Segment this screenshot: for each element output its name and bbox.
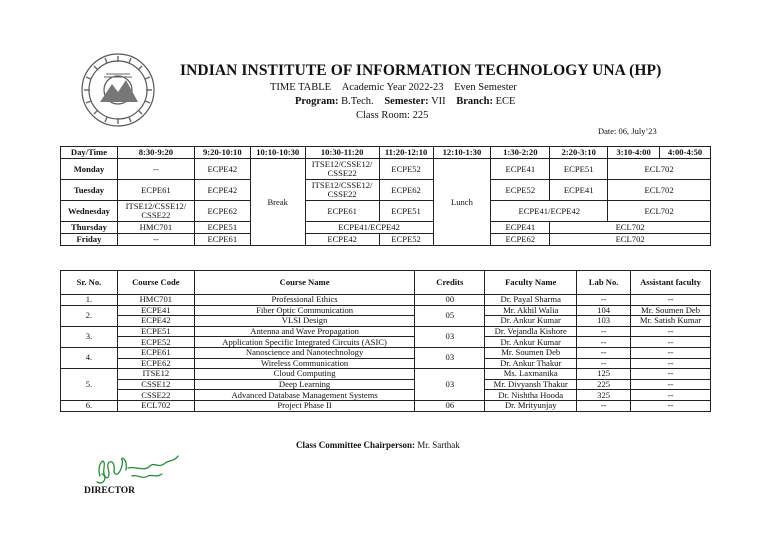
credits: 06 (415, 400, 485, 411)
course-code: CSSE12 (117, 379, 194, 390)
header-slot: 8:30-9:20 (117, 147, 194, 159)
course-code: ECPE61 (117, 347, 194, 358)
course-name: Professional Ethics (194, 295, 415, 306)
class-cell: ECPE62 (491, 234, 550, 246)
credits: 05 (415, 305, 485, 326)
credits: 03 (415, 326, 485, 347)
class-cell: ECPE51 (550, 159, 608, 180)
class-cell: ECL702 (608, 201, 711, 222)
lab-no: 325 (577, 390, 631, 401)
header-slot: 2:20-3:10 (550, 147, 608, 159)
sr-no: 1. (61, 295, 118, 306)
lab-no: -- (577, 347, 631, 358)
header-credits: Credits (415, 271, 485, 295)
day-tuesday: Tuesday (61, 180, 118, 201)
lab-no: 104 (577, 305, 631, 316)
doc-type: TIME TABLE (270, 82, 332, 93)
sr-no: 5. (61, 369, 118, 401)
class-cell: ECPE41/ECPE42 (491, 201, 608, 222)
chair-label: Class Committee Chairperson: (296, 440, 415, 450)
header-sr-no: Sr. No. (61, 271, 118, 295)
course-name: VLSI Design (194, 316, 415, 327)
course-table (60, 270, 711, 412)
course-code: ECPE52 (117, 337, 194, 348)
day-thursday: Thursday (61, 222, 118, 234)
class-cell: ITSE12/CSSE12/ CSSE22 (305, 159, 379, 180)
header-assistant-faculty: Assistant faculty (631, 271, 711, 295)
course-code: ECPE42 (117, 316, 194, 327)
assistant-faculty: -- (631, 295, 711, 306)
branch-label: Branch: (456, 96, 494, 107)
course-name: Advanced Database Management Systems (194, 390, 415, 401)
assistant-faculty: -- (631, 337, 711, 348)
class-cell: ITSE12/CSSE12/ CSSE22 (305, 180, 379, 201)
course-code: ECL702 (117, 400, 194, 411)
class-cell: ECPE41 (491, 222, 550, 234)
program-line (295, 96, 515, 107)
course-name: Antenna and Wave Propagation (194, 326, 415, 337)
header-slot: 1:30-2:20 (491, 147, 550, 159)
class-cell: ECPE52 (379, 234, 433, 246)
class-cell: -- (117, 159, 194, 180)
credits: 03 (415, 369, 485, 401)
assistant-faculty: -- (631, 390, 711, 401)
assistant-faculty: Mr. Satish Kumar (631, 316, 711, 327)
faculty-name: Dr. Ankur Kumar (485, 337, 577, 348)
semester-value: VII (431, 96, 446, 107)
chair-name: Mr. Sarthak (417, 440, 460, 450)
class-cell: ECPE52 (491, 180, 550, 201)
sr-no: 6. (61, 400, 118, 411)
faculty-name: Dr. Nishtha Hooda (485, 390, 577, 401)
class-cell: ECPE42 (194, 159, 250, 180)
class-cell: ECPE62 (379, 180, 433, 201)
class-cell: ECPE52 (379, 159, 433, 180)
document-date: Date: 06, July’23 (598, 126, 657, 136)
class-committee-chairperson (296, 440, 460, 450)
program-value: B.Tech. (341, 96, 374, 107)
class-cell: ECPE41/ECPE42 (305, 222, 433, 234)
header-slot: 4:00-4:50 (660, 147, 711, 159)
lab-no: -- (577, 400, 631, 411)
class-cell: ECPE41 (550, 180, 608, 201)
lab-no: -- (577, 326, 631, 337)
header-slot: 11:20-12:10 (379, 147, 433, 159)
faculty-name: Mr. Divyansh Thakur (485, 379, 577, 390)
faculty-name: Mr. Akhil Walia (485, 305, 577, 316)
table-row (61, 337, 711, 348)
course-name: Nanoscience and Nanotechnology (194, 347, 415, 358)
lab-no: 125 (577, 369, 631, 380)
assistant-faculty: -- (631, 379, 711, 390)
semester-type: Even Semester (454, 82, 517, 93)
lab-no: 103 (577, 316, 631, 327)
table-row (61, 400, 711, 411)
assistant-faculty: -- (631, 400, 711, 411)
table-row (61, 347, 711, 358)
faculty-name: Dr. Ankur Thakur (485, 358, 577, 369)
class-cell: ECL702 (550, 234, 711, 246)
class-cell: ECPE42 (194, 180, 250, 201)
course-code: CSSE22 (117, 390, 194, 401)
header-slot: 9:20-10:10 (194, 147, 250, 159)
header-lab-no: Lab No. (577, 271, 631, 295)
class-cell: ECPE41 (491, 159, 550, 180)
semester-label: Semester: (384, 96, 429, 107)
sr-no: 3. (61, 326, 118, 347)
table-row (61, 295, 711, 306)
day-wednesday: Wednesday (61, 201, 118, 222)
table-row (61, 379, 711, 390)
lab-no: -- (577, 337, 631, 348)
program-label: Program: (295, 96, 339, 107)
institute-title: INDIAN INSTITUTE OF INFORMATION TECHNOLOGY UNA (HP) (180, 62, 662, 79)
class-cell: ECL702 (608, 180, 711, 201)
lab-no: 225 (577, 379, 631, 390)
course-name: Deep Learning (194, 379, 415, 390)
table-row (61, 326, 711, 337)
academic-year: Academic Year 2022-23 (341, 82, 444, 93)
branch-value: ECE (495, 96, 516, 107)
table-row (61, 358, 711, 369)
sr-no: 4. (61, 347, 118, 368)
course-name: Fiber Optic Communication (194, 305, 415, 316)
header-slot: 12:10-1:30 (433, 147, 491, 159)
assistant-faculty: -- (631, 369, 711, 380)
faculty-name: Ms. Laxmanika (485, 369, 577, 380)
table-row (61, 305, 711, 316)
assistant-faculty: -- (631, 326, 711, 337)
header-course-name: Course Name (194, 271, 415, 295)
class-cell: ITSE12/CSSE12/ CSSE22 (117, 201, 194, 222)
course-code: ECPE51 (117, 326, 194, 337)
institute-logo-icon (78, 50, 158, 130)
table-row (61, 369, 711, 380)
class-cell: HMC701 (117, 222, 194, 234)
day-monday: Monday (61, 159, 118, 180)
class-cell: ECPE61 (117, 180, 194, 201)
director-label: DIRECTOR (84, 486, 136, 496)
class-cell: ECPE61 (305, 201, 379, 222)
class-cell: -- (117, 234, 194, 246)
course-name: Cloud Computing (194, 369, 415, 380)
lab-no: -- (577, 295, 631, 306)
table-row (61, 390, 711, 401)
class-cell: ECPE51 (379, 201, 433, 222)
course-name: Application Specific Integrated Circuits (ASIC) (194, 337, 415, 348)
timetable-grid (60, 146, 711, 246)
header-slot: 10:10-10:30 (250, 147, 305, 159)
course-code: ECPE62 (117, 358, 194, 369)
break-cell: Break (250, 159, 305, 246)
class-cell: ECPE42 (305, 234, 379, 246)
header-course-code: Course Code (117, 271, 194, 295)
course-code: HMC701 (117, 295, 194, 306)
lab-no: -- (577, 358, 631, 369)
credits: 03 (415, 347, 485, 368)
assistant-faculty: -- (631, 347, 711, 358)
classroom: Class Room: 225 (356, 110, 429, 121)
faculty-name: Dr. Vejandla Kishore (485, 326, 577, 337)
class-cell: ECL702 (608, 159, 711, 180)
class-cell: ECPE51 (194, 222, 250, 234)
course-code: ITSE12 (117, 369, 194, 380)
header-slot: 3:10-4:00 (608, 147, 660, 159)
day-friday: Friday (61, 234, 118, 246)
sr-no: 2. (61, 305, 118, 326)
class-cell: ECL702 (550, 222, 711, 234)
lunch-cell: Lunch (433, 159, 491, 246)
table-row (61, 316, 711, 327)
assistant-faculty: -- (631, 358, 711, 369)
assistant-faculty: Mr. Soumen Deb (631, 305, 711, 316)
header-slot: 10:30-11:20 (305, 147, 379, 159)
course-code: ECPE41 (117, 305, 194, 316)
header-day-time: Day/Time (61, 147, 118, 159)
class-cell: ECPE61 (194, 234, 250, 246)
class-cell: ECPE62 (194, 201, 250, 222)
faculty-name: Dr. Ankur Kumar (485, 316, 577, 327)
course-name: Project Phase II (194, 400, 415, 411)
timetable-heading (270, 82, 517, 93)
faculty-name: Dr. Mrityunjay (485, 400, 577, 411)
credits: 00 (415, 295, 485, 306)
faculty-name: Mr. Soumen Deb (485, 347, 577, 358)
header-faculty-name: Faculty Name (485, 271, 577, 295)
faculty-name: Dr. Payal Sharma (485, 295, 577, 306)
course-name: Wireless Communication (194, 358, 415, 369)
